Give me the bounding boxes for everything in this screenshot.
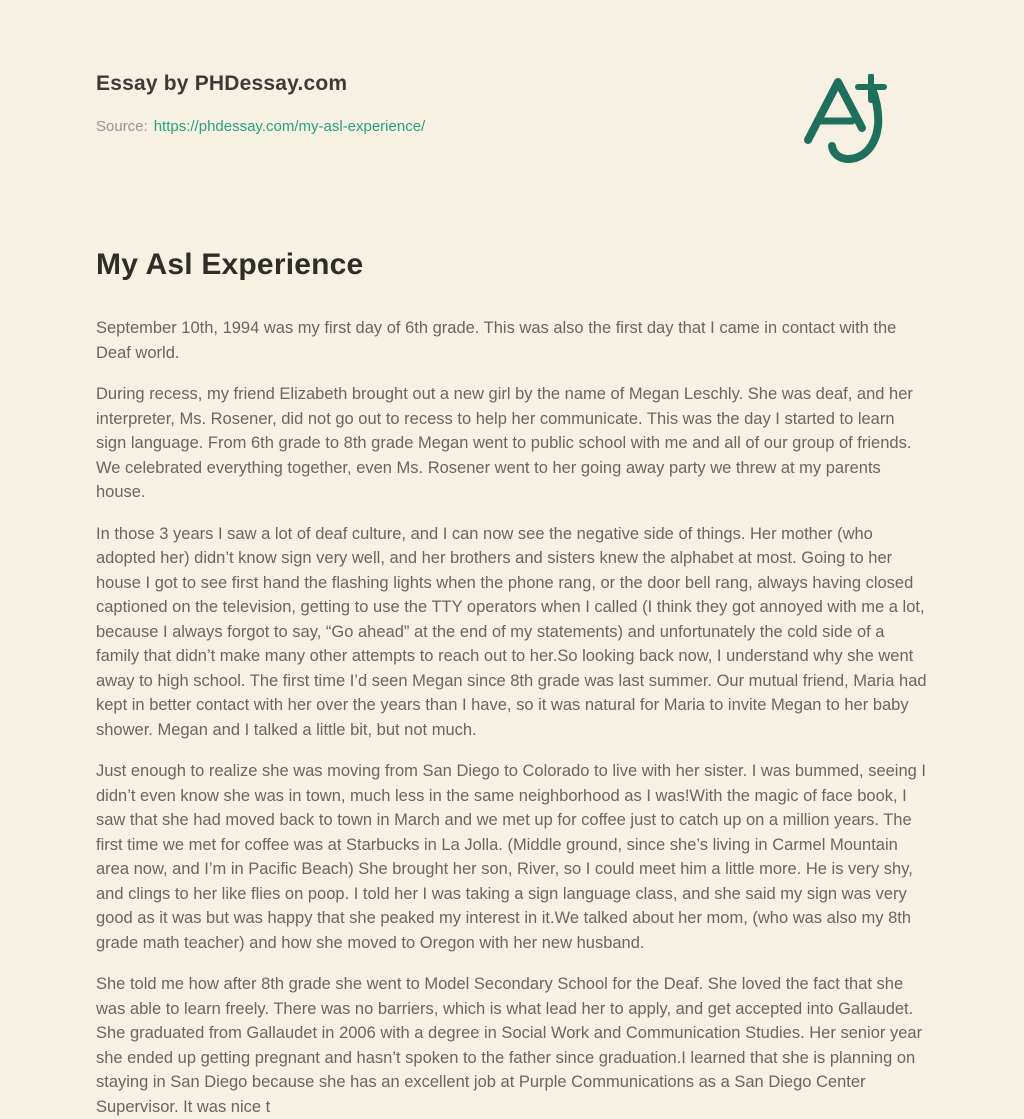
source-url-link[interactable]: https://phdessay.com/my-asl-experience/: [153, 118, 426, 135]
phdessay-logo-icon: [800, 74, 900, 170]
essay-paragraphs: [96, 316, 928, 1119]
byline: Essay by PHDessay.com: [96, 72, 348, 95]
essay-paragraph: During recess, my friend Elizabeth brought out a new girl by the name of Megan Leschly. She was deaf, and her interpreter, Ms. Rosener, did not go out to recess to help her communicate. This was the day I started to learn sign language. From 6th grade to 8th grade Megan went to public school with me and all of our group of friends. We celebrated everything together, even Ms. Rosener went to her going away party we threw at my parents house.: [96, 385, 913, 501]
essay-paragraph: September 10th, 1994 was my first day of 6th grade. This was also the first day that I came in contact with the Deaf world.: [96, 319, 897, 362]
source-label: Source:: [96, 118, 148, 135]
essay-title: My Asl Experience: [96, 248, 364, 281]
essay-paragraph: She told me how after 8th grade she went to Model Secondary School for the Deaf. She loved the fact that she was able to learn freely. There was no barriers, which is what lead her to apply, and get accepted into Gallaudet. She graduated from Gallaudet in 2006 with a degree in Social Work and Communication Studies. Her senior year she ended up getting pregnant and hasn’t spoken to the father since graduation.I learned that she is planning on staying in San Diego because she has an excellent job at Purple Communications as a San Diego Center Supervisor. It was nice t: [96, 975, 923, 1116]
essay-body: [96, 248, 928, 1119]
essay-paragraph: Just enough to realize she was moving from San Diego to Colorado to live with her sister. I was bummed, seeing I didn’t even know she was in town, much less in the same neighborhood as I was!With the magic of face book, I saw that she had moved back to town in March and we met up for coffee just to catch up on a million years. The first time we met for coffee was at Starbucks in La Jolla. (Middle ground, since she’s living in Carmel Mountain area now, and I’m in Pacific Beach) She brought her son, River, so I could meet him a little more. He is very shy, and clings to her like flies on poop. I told her I was taking a sign language class, and she said my sign was very good as it was but was happy that she peaked my interest in it.We talked about her mom, (who was also my 8th grade math teacher) and how she moved to Oregon with her new husband.: [96, 762, 926, 952]
essay-paragraph: In those 3 years I saw a lot of deaf culture, and I can now see the negative side of things. Her mother (who adopted her) didn’t know sign very well, and her brothers and sisters knew the alphabet at most. Going to her house I got to see first hand the flashing lights when the phone rang, or the door bell rang, always having closed captioned on the television, getting to use the TTY operators when I called (I think they got annoyed with me a lot, because I always forgot to say, “Go ahead” at the end of my statements) and unfortunately the cold side of a family that didn’t make many other attempts to reach out to her.So looking back now, I understand why she went away to high school. The first time I’d seen Megan since 8th grade was last summer. Our mutual friend, Maria had kept in better contact with her over the years than I have, so it was natural for Maria to invite Megan to her baby shower. Megan and I talked a little bit, but not much.: [96, 524, 927, 739]
header-text-block: [96, 72, 425, 135]
source-line: [96, 118, 425, 135]
page-header: [96, 72, 928, 170]
